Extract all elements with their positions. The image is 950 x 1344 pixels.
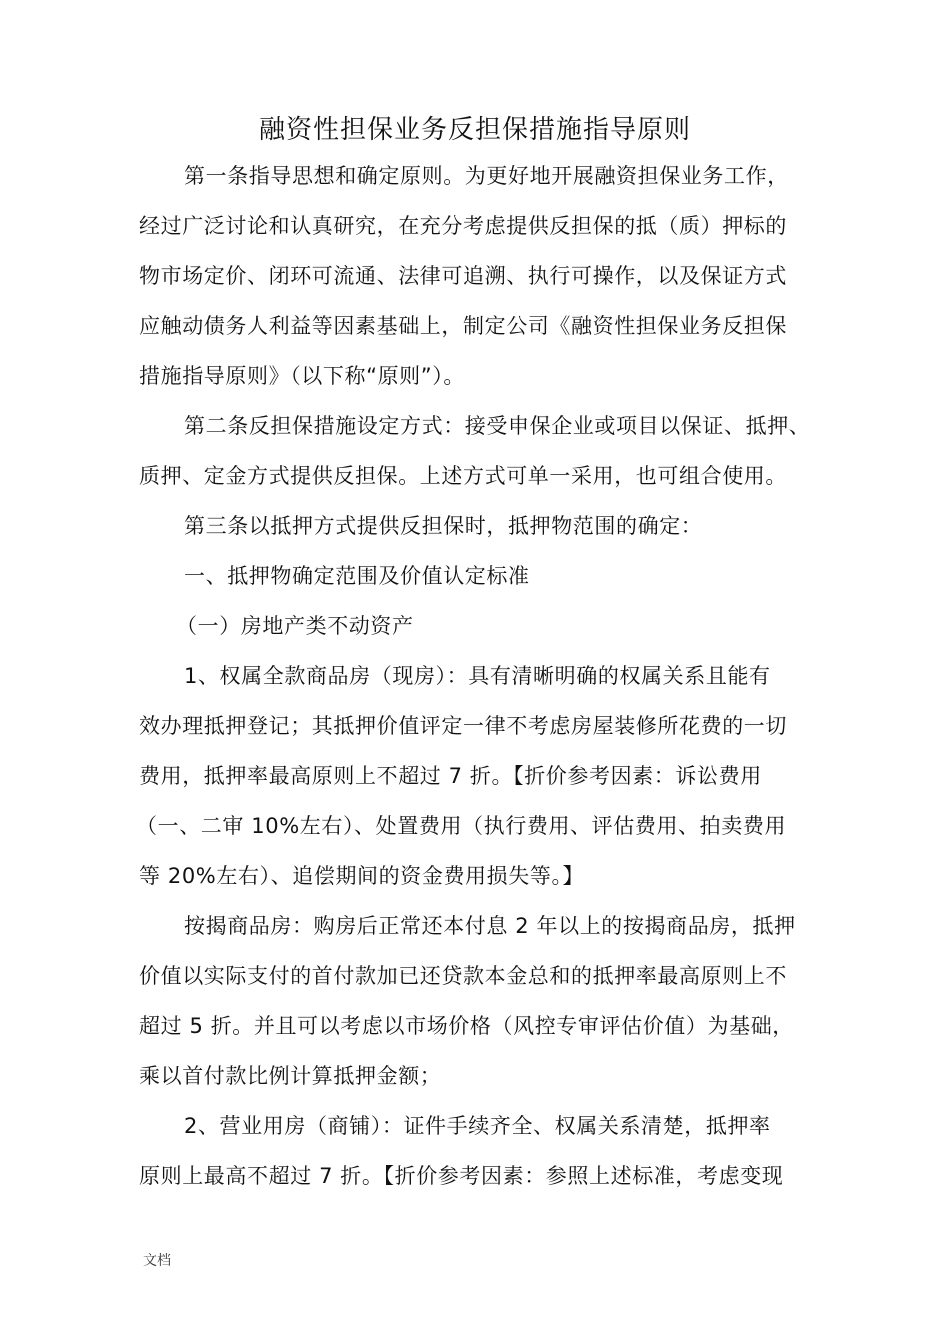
paragraph-line: 乘以首付款比例计算抵押金额；	[139, 1064, 442, 1088]
section-heading: 一、抵押物确定范围及价值认定标准	[184, 564, 530, 588]
paragraph-line: 超过 5 折。并且可以考虑以市场价格（风控专审评估价值）为基础，	[139, 1014, 794, 1038]
document-title: 融资性担保业务反担保措施指导原则	[258, 115, 691, 145]
paragraph-line: 等 20%左右）、追偿期间的资金费用损失等。】	[139, 864, 585, 888]
paragraph-line: 2、营业用房（商铺）：证件手续齐全、权属关系清楚，抵押率	[184, 1114, 771, 1138]
paragraph-line: 1、权属全款商品房（现房）：具有清晰明确的权属关系且能有	[184, 664, 771, 688]
page-footer: 文档	[143, 1253, 171, 1269]
paragraph-line: 第三条以抵押方式提供反担保时，抵押物范围的确定：	[184, 514, 703, 538]
paragraph-line: 原则上最高不超过 7 折。【折价参考因素：参照上述标准，考虑变现	[139, 1164, 784, 1188]
paragraph-line: 经过广泛讨论和认真研究，在充分考虑提供反担保的抵（质）押标的	[139, 214, 787, 238]
paragraph-line: 按揭商品房：购房后正常还本付息 2 年以上的按揭商品房，抵押	[184, 914, 796, 938]
paragraph-line: 价值以实际支付的首付款加已还贷款本金总和的抵押率最高原则上不	[139, 964, 787, 988]
paragraph-line: 物市场定价、闭环可流通、法律可追溯、执行可操作，以及保证方式	[139, 264, 787, 288]
paragraph-line: 质押、定金方式提供反担保。上述方式可单一采用，也可组合使用。	[139, 464, 787, 488]
paragraph-line: 效办理抵押登记；其抵押价值评定一律不考虑房屋装修所花费的一切	[139, 714, 787, 738]
paragraph-line: 应触动债务人利益等因素基础上，制定公司《融资性担保业务反担保	[139, 314, 787, 338]
paragraph-line: 费用，抵押率最高原则上不超过 7 折。【折价参考因素：诉讼费用	[139, 764, 762, 788]
subsection-heading: （一）房地产类不动资产	[176, 614, 414, 638]
paragraph-line: 措施指导原则》（以下称“原则”）。	[139, 364, 465, 388]
paragraph-line: （一、二审 10%左右）、处置费用（执行费用、评估费用、拍卖费用	[136, 814, 787, 838]
paragraph-line: 第一条指导思想和确定原则。为更好地开展融资担保业务工作，	[184, 164, 789, 188]
paragraph-line: 第二条反担保措施设定方式：接受申保企业或项目以保证、抵押、	[184, 414, 811, 438]
